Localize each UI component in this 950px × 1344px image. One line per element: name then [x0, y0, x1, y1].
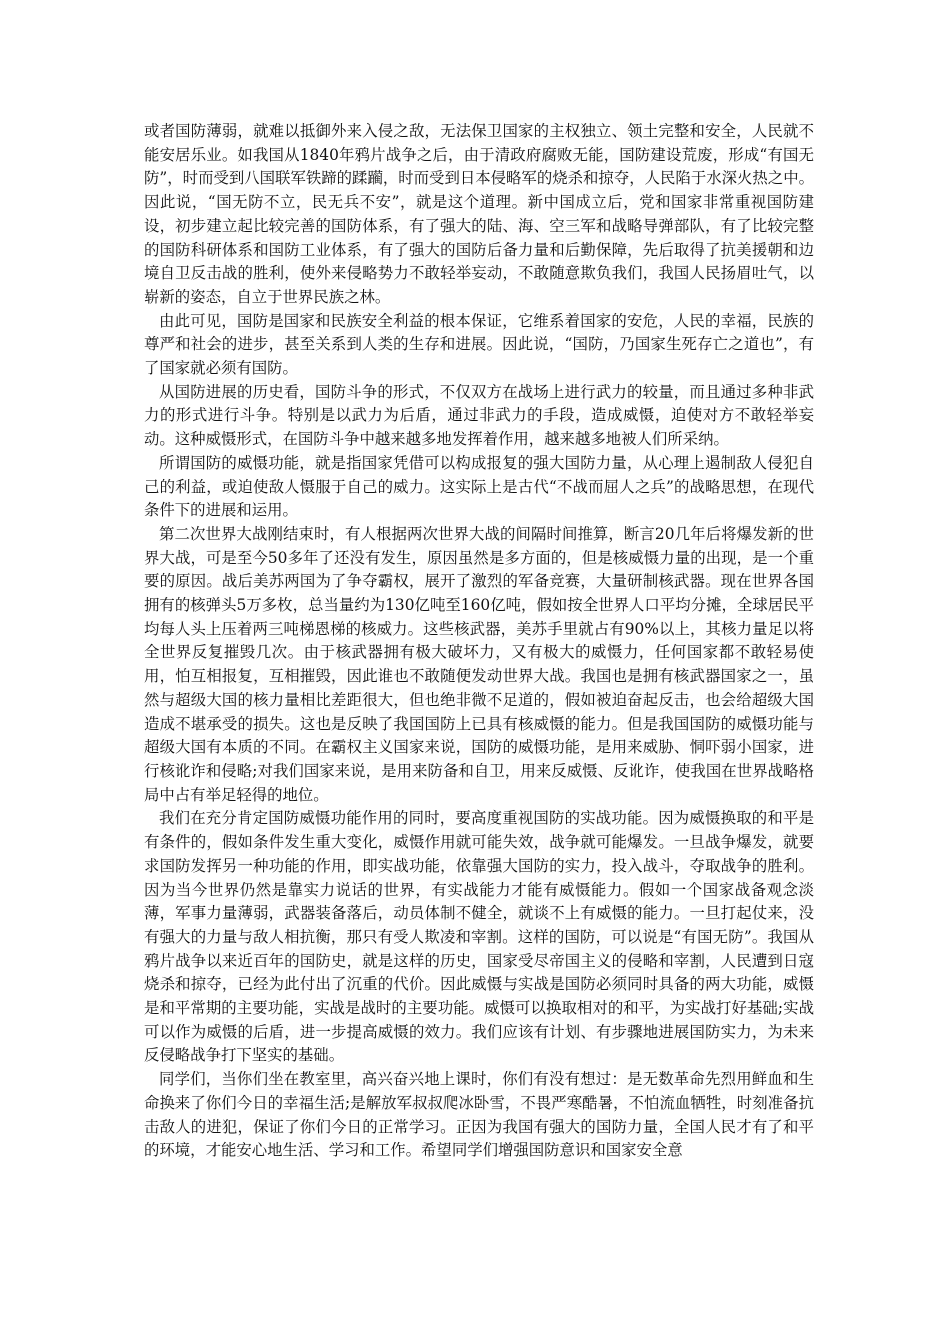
- paragraph: 由此可见，国防是国家和民族安全利益的根本保证，它维系着国家的安危，人民的幸福，民族的尊严和社会的进步，甚至关系到人类的生存和进展。因此说，“国防，乃国家生死存亡之道也”，有了国家就必须有国防。: [144, 311, 814, 378]
- paragraph: 或者国防薄弱，就难以抵御外来入侵之敌，无法保卫国家的主权独立、领土完整和安全，人民就不能安居乐业。如我国从1840年鸦片战争之后，由于清政府腐败无能，国防建设荒废，形成“有国无防”，时而受到八国联军铁蹄的蹂躏，时而受到日本侵略军的烧杀和掠夺，人民陷于水深火热之中。因此说，“国无防不立，民无兵不安”，就是这个道理。新中国成立后，党和国家非常重视国防建设，初步建立起比较完善的国防体系，有了强大的陆、海、空三军和战略导弹部队，有了比较完整的国防科研体系和国防工业体系，有了强大的国防后备力量和后勤保障，先后取得了抗美援朝和边境自卫反击战的胜利，使外来侵略势力不敢轻举妄动，不敢随意欺负我们，我国人民扬眉吐气，以崭新的姿态，自立于世界民族之林。: [144, 122, 814, 306]
- paragraph: 我们在充分肯定国防威慑功能作用的同时，要高度重视国防的实战功能。因为威慑换取的和平是有条件的，假如条件发生重大变化，威慑作用就可能失效，战争就可能爆发。一旦战争爆发，就要求国防发挥另一种功能的作用，即实战功能，依靠强大国防的实力，投入战斗，夺取战争的胜利。因为当今世界仍然是靠实力说话的世界，有实战能力才能有威慑能力。假如一个国家战备观念淡薄，军事力量薄弱，武器装备落后，动员体制不健全，就谈不上有威慑的能力。一旦打起仗来，没有强大的力量与敌人相抗衡，那只有受人欺凌和宰割。这样的国防，可以说是“有国无防”。我国从鸦片战争以来近百年的国防史，就是这样的历史，国家受尽帝国主义的侵略和宰割，人民遭到日寇烧杀和掠夺，已经为此付出了沉重的代价。因此威慑与实战是国防必须同时具备的两大功能，威慑是和平常期的主要功能，实战是战时的主要功能。威慑可以换取相对的和平，为实战打好基础;实战可以作为威慑的后盾，进一步提高威慑的效力。我们应该有计划、有步骤地进展国防实力，为未来反侵略战争打下坚实的基础。: [144, 809, 814, 1065]
- document-body: [144, 120, 814, 1163]
- paragraph: 所谓国防的威慑功能，就是指国家凭借可以构成报复的强大国防力量，从心理上遏制敌人侵犯自己的利益，或迫使敌人慑服于自己的威力。这实际上是古代“不战而屈人之兵”的战略思想，在现代条件下的进展和运用。: [144, 453, 814, 520]
- paragraph: 同学们，当你们坐在教室里，高兴奋兴地上课时，你们有没有想过：是无数革命先烈用鲜血和生命换来了你们今日的幸福生活;是解放军叔叔爬冰卧雪，不畏严寒酷暑，不怕流血牺牲，时刻准备抗击敌人的进犯，保证了你们今日的正常学习。正因为我国有强大的国防力量，全国人民才有了和平的环境，才能安心地生活、学习和工作。希望同学们增强国防意识和国家安全意: [144, 1070, 814, 1160]
- paragraph: 第二次世界大战刚结束时，有人根据两次世界大战的间隔时间推算，断言20几年后将爆发新的世界大战，可是至今50多年了还没有发生，原因虽然是多方面的，但是核威慑力量的出现，是一个重要的原因。战后美苏两国为了争夺霸权，展开了激烈的军备竞赛，大量研制核武器。现在世界各国拥有的核弹头5万多枚，总当量约为130亿吨至160亿吨，假如按全世界人口平均分摊，全球居民平均每人头上压着两三吨梯恩梯的核威力。这些核武器，美苏手里就占有90%以上，其核力量足以将全世界反复摧毁几次。由于核武器拥有极大破坏力，又有极大的威慑力，任何国家都不敢轻易使用，怕互相报复，互相摧毁，因此谁也不敢随便发动世界大战。我国也是拥有核武器国家之一，虽然与超级大国的核力量相比差距很大，但也绝非微不足道的，假如被迫奋起反击，也会给超级大国造成不堪承受的损失。这也是反映了我国国防上已具有核威慑的能力。但是我国国防的威慑功能与超级大国有本质的不同。在霸权主义国家来说，国防的威慑功能，是用来威胁、恫吓弱小国家，进行核讹诈和侵略;对我们国家来说，是用来防备和自卫，用来反威慑、反讹诈，使我国在世界战略格局中占有举足轻得的地位。: [144, 524, 814, 804]
- paragraph: 从国防进展的历史看，国防斗争的形式，不仅双方在战场上进行武力的较量，而且通过多种非武力的形式进行斗争。特别是以武力为后盾，通过非武力的手段，造成威慑，迫使对方不敢轻举妄动。这种威慑形式，在国防斗争中越来越多地发挥着作用，越来越多地被人们所采纳。: [144, 382, 814, 449]
